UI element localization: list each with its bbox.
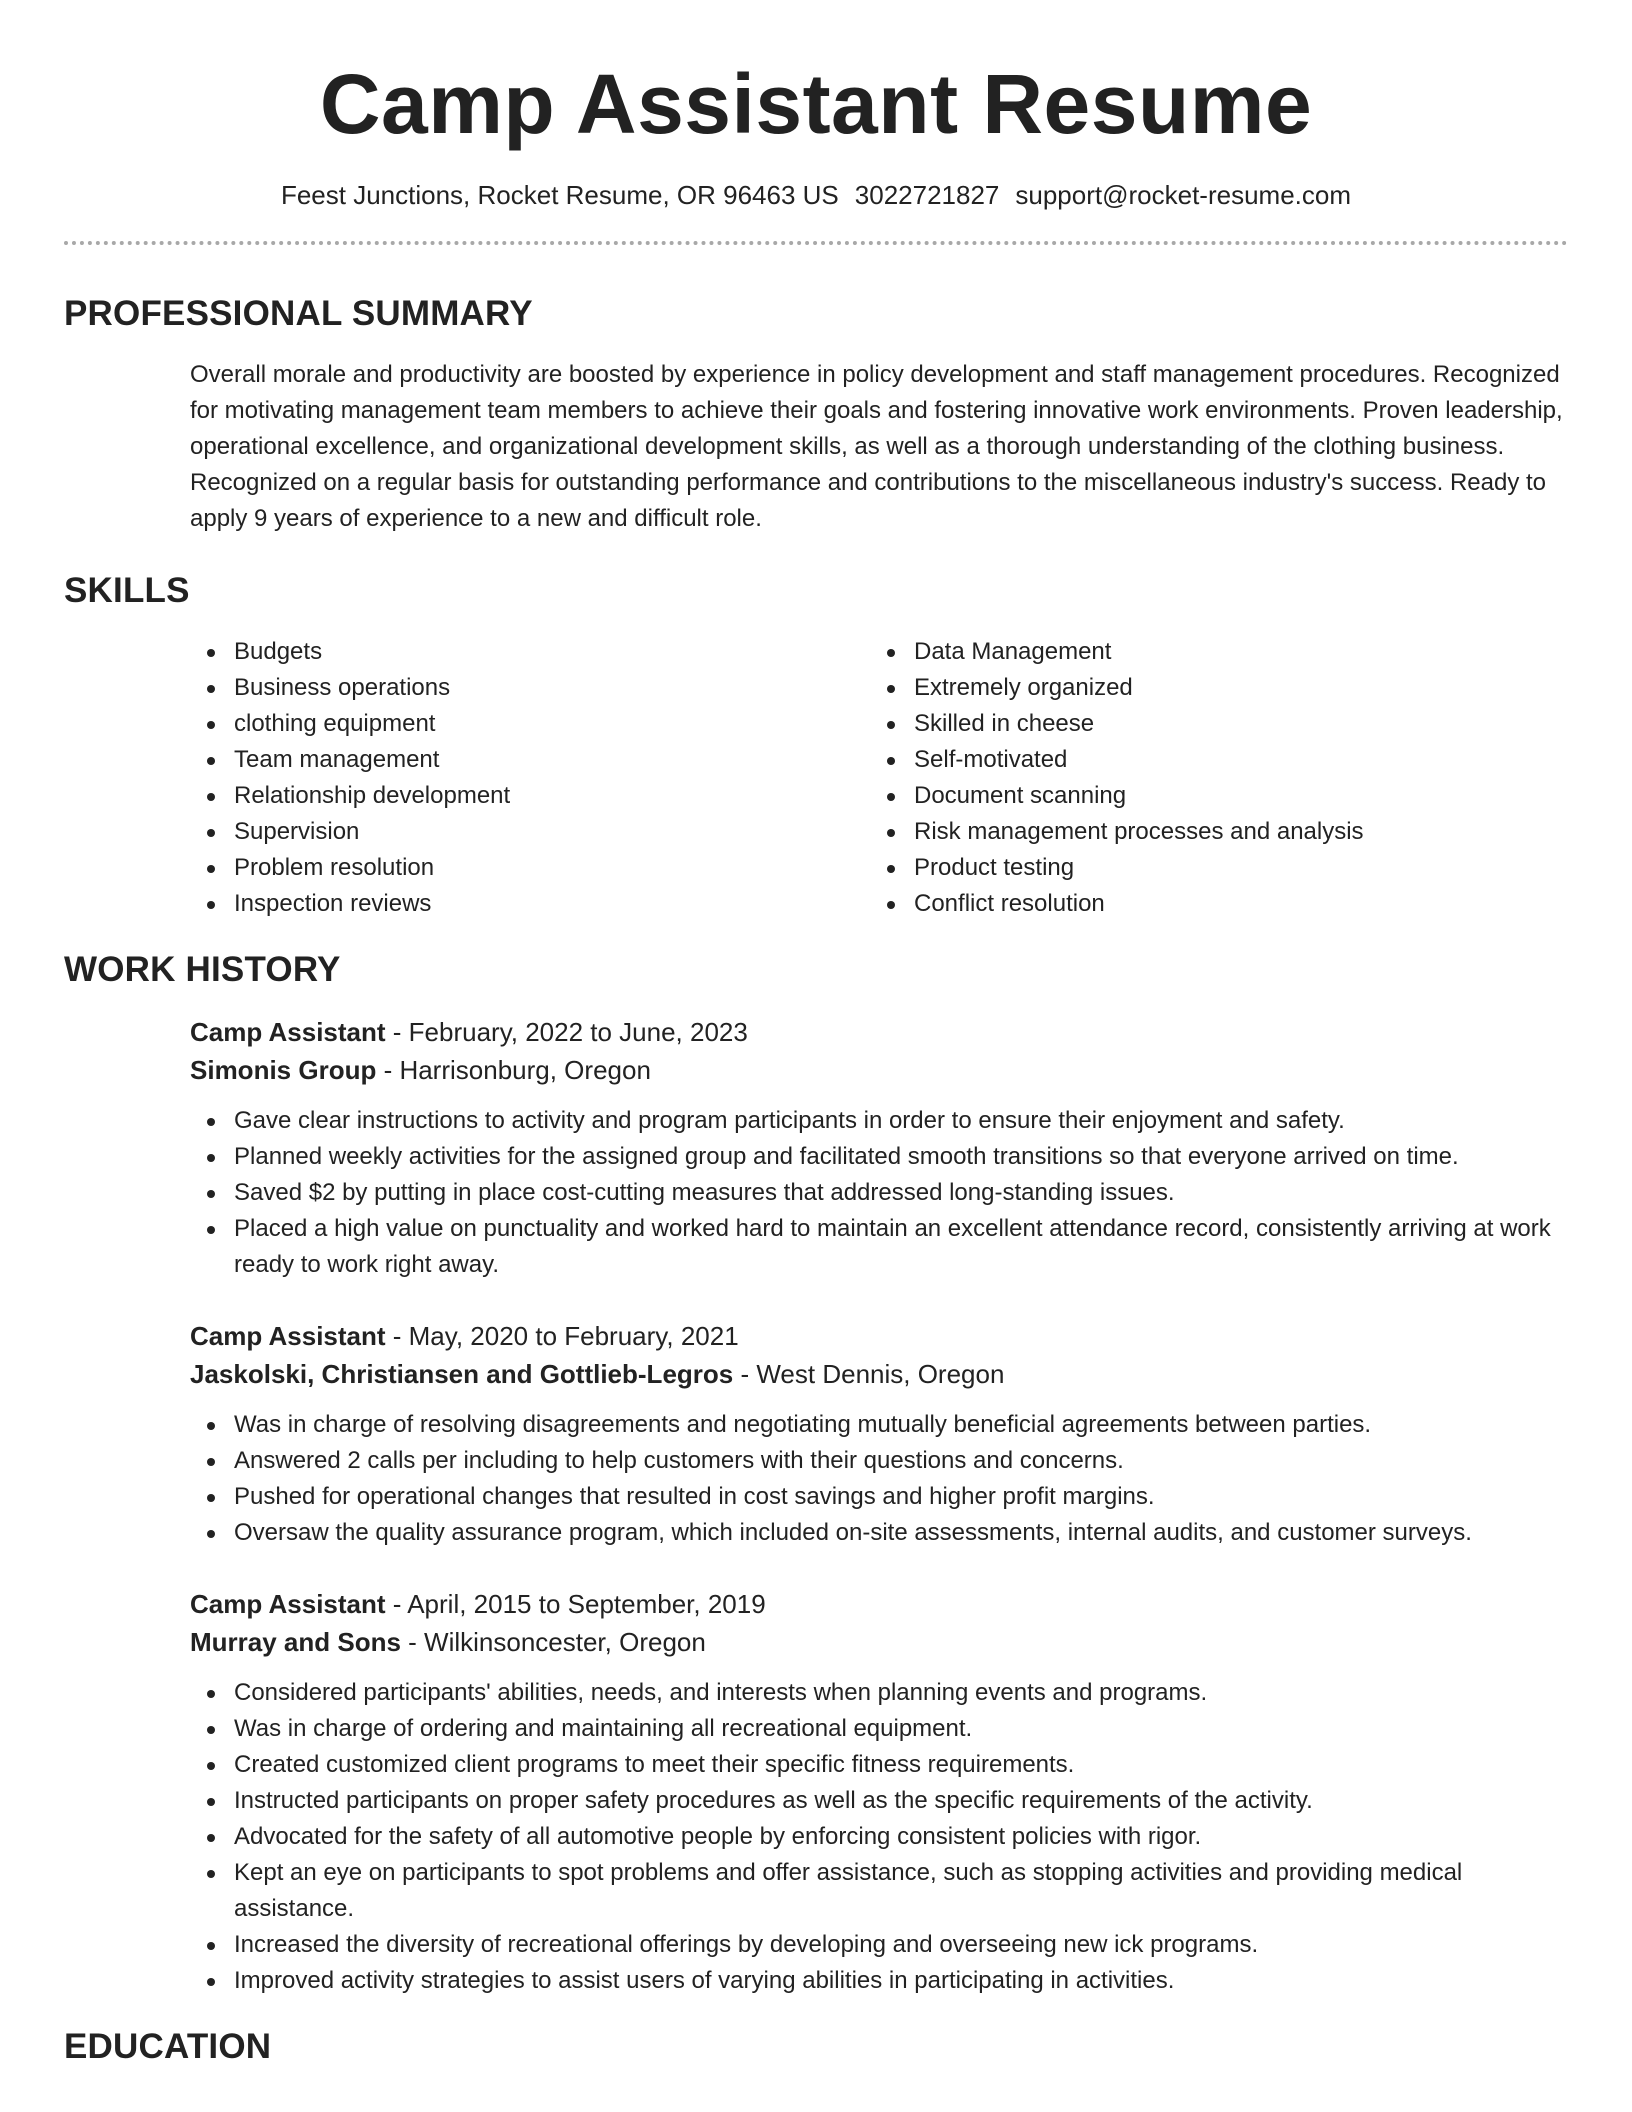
job-company: Simonis Group xyxy=(190,1055,377,1086)
skill-item: clothing equipment xyxy=(190,706,870,742)
contact-address: Feest Junctions, Rocket Resume, OR 96463 US xyxy=(280,180,839,210)
job-location: - Wilkinsoncester, Oregon xyxy=(400,1627,706,1658)
skill-item: Relationship development xyxy=(190,778,870,814)
duty-item: Planned weekly activities for the assigned group and facilitated smooth transitions so that everyone arrived on time. xyxy=(190,1139,1568,1175)
contact-phone: 3022721827 xyxy=(854,180,1000,210)
skill-item: Self-motivated xyxy=(870,742,1550,778)
job-location: - Harrisonburg, Oregon xyxy=(376,1055,651,1086)
job-duties xyxy=(190,1407,1568,1551)
page-title: Camp Assistant Resume xyxy=(319,57,1313,151)
skills-column-left xyxy=(190,634,870,922)
skills-column-right xyxy=(870,634,1550,922)
job-company-line xyxy=(190,1623,1568,1661)
job-company: Murray and Sons xyxy=(190,1627,401,1658)
job-dates: - May, 2020 to February, 2021 xyxy=(385,1321,739,1352)
skill-item: Supervision xyxy=(190,814,870,850)
skill-item: Team management xyxy=(190,742,870,778)
duty-item: Increased the diversity of recreational offerings by developing and overseeing new ick programs. xyxy=(190,1927,1568,1963)
duty-item: Gave clear instructions to activity and program participants in order to ensure their enjoyment and safety. xyxy=(190,1103,1568,1139)
job-duties xyxy=(190,1103,1568,1283)
duty-item: Placed a high value on punctuality and worked hard to maintain an excellent attendance record, consistently arriving at work ready to work right away. xyxy=(190,1211,1568,1283)
duty-item: Created customized client programs to meet their specific fitness requirements. xyxy=(190,1747,1568,1783)
skill-item: Extremely organized xyxy=(870,670,1550,706)
skill-item: Document scanning xyxy=(870,778,1550,814)
job-company-line xyxy=(190,1355,1568,1393)
job-title: Camp Assistant xyxy=(190,1017,386,1048)
job-title: Camp Assistant xyxy=(190,1589,386,1620)
job-company-line xyxy=(190,1051,1568,1089)
skills-heading: SKILLS xyxy=(64,571,190,611)
duty-item: Instructed participants on proper safety procedures as well as the specific requirements of the activity. xyxy=(190,1783,1568,1819)
contact-email: support@rocket-resume.com xyxy=(1015,180,1352,210)
job-location: - West Dennis, Oregon xyxy=(733,1359,1005,1390)
skill-item: Problem resolution xyxy=(190,850,870,886)
duty-item: Saved $2 by putting in place cost-cutting measures that addressed long-standing issues. xyxy=(190,1175,1568,1211)
job-entry xyxy=(64,1317,1568,1551)
skills-list xyxy=(64,634,1568,922)
duty-item: Considered participants' abilities, needs, and interests when planning events and programs. xyxy=(190,1675,1568,1711)
job-title: Camp Assistant xyxy=(190,1321,386,1352)
duty-item: Advocated for the safety of all automotive people by enforcing consistent policies with rigor. xyxy=(190,1819,1568,1855)
job-duties xyxy=(190,1675,1568,1999)
duty-item: Answered 2 calls per including to help customers with their questions and concerns. xyxy=(190,1443,1568,1479)
duty-item: Pushed for operational changes that resulted in cost savings and higher profit margins. xyxy=(190,1479,1568,1515)
skill-item: Inspection reviews xyxy=(190,886,870,922)
job-title-line xyxy=(190,1317,1568,1355)
duty-item: Oversaw the quality assurance program, which included on-site assessments, internal audits, and customer surveys. xyxy=(190,1515,1568,1551)
work-history-heading: WORK HISTORY xyxy=(64,950,341,990)
skill-item: Budgets xyxy=(190,634,870,670)
job-dates: - February, 2022 to June, 2023 xyxy=(385,1017,748,1048)
job-title-line xyxy=(190,1013,1568,1051)
job-company: Jaskolski, Christiansen and Gottlieb-Legros xyxy=(190,1359,734,1390)
job-entry xyxy=(64,1585,1568,1999)
skill-item: Business operations xyxy=(190,670,870,706)
skill-item: Conflict resolution xyxy=(870,886,1550,922)
summary-text: Overall morale and productivity are boosted by experience in policy development and staff management procedures. Recognized for motivating management team members to achieve their goals and fostering innovative work environments. Proven leadership, operational excellence, and organizational development skills, as well as a thorough understanding of the clothing business. Recognized on a regular basis for outstanding performance and contributions to the miscellaneous industry's success. Ready to apply 9 years of experience to a new and difficult role. xyxy=(190,361,1563,533)
contact-line xyxy=(64,180,1568,211)
skill-item: Product testing xyxy=(870,850,1550,886)
duty-item: Was in charge of ordering and maintaining all recreational equipment. xyxy=(190,1711,1568,1747)
skill-item: Risk management processes and analysis xyxy=(870,814,1550,850)
duty-item: Kept an eye on participants to spot problems and offer assistance, such as stopping activities and providing medical assistance. xyxy=(190,1855,1568,1927)
education-heading: EDUCATION xyxy=(64,2027,272,2067)
job-entry xyxy=(64,1013,1568,1283)
job-title-line xyxy=(190,1585,1568,1623)
skill-item: Data Management xyxy=(870,634,1550,670)
summary-heading: PROFESSIONAL SUMMARY xyxy=(64,294,533,334)
duty-item: Improved activity strategies to assist users of varying abilities in participating in activities. xyxy=(190,1963,1568,1999)
skill-item: Skilled in cheese xyxy=(870,706,1550,742)
duty-item: Was in charge of resolving disagreements and negotiating mutually beneficial agreements between parties. xyxy=(190,1407,1568,1443)
job-dates: - April, 2015 to September, 2019 xyxy=(385,1589,766,1620)
header-divider xyxy=(64,241,1568,245)
